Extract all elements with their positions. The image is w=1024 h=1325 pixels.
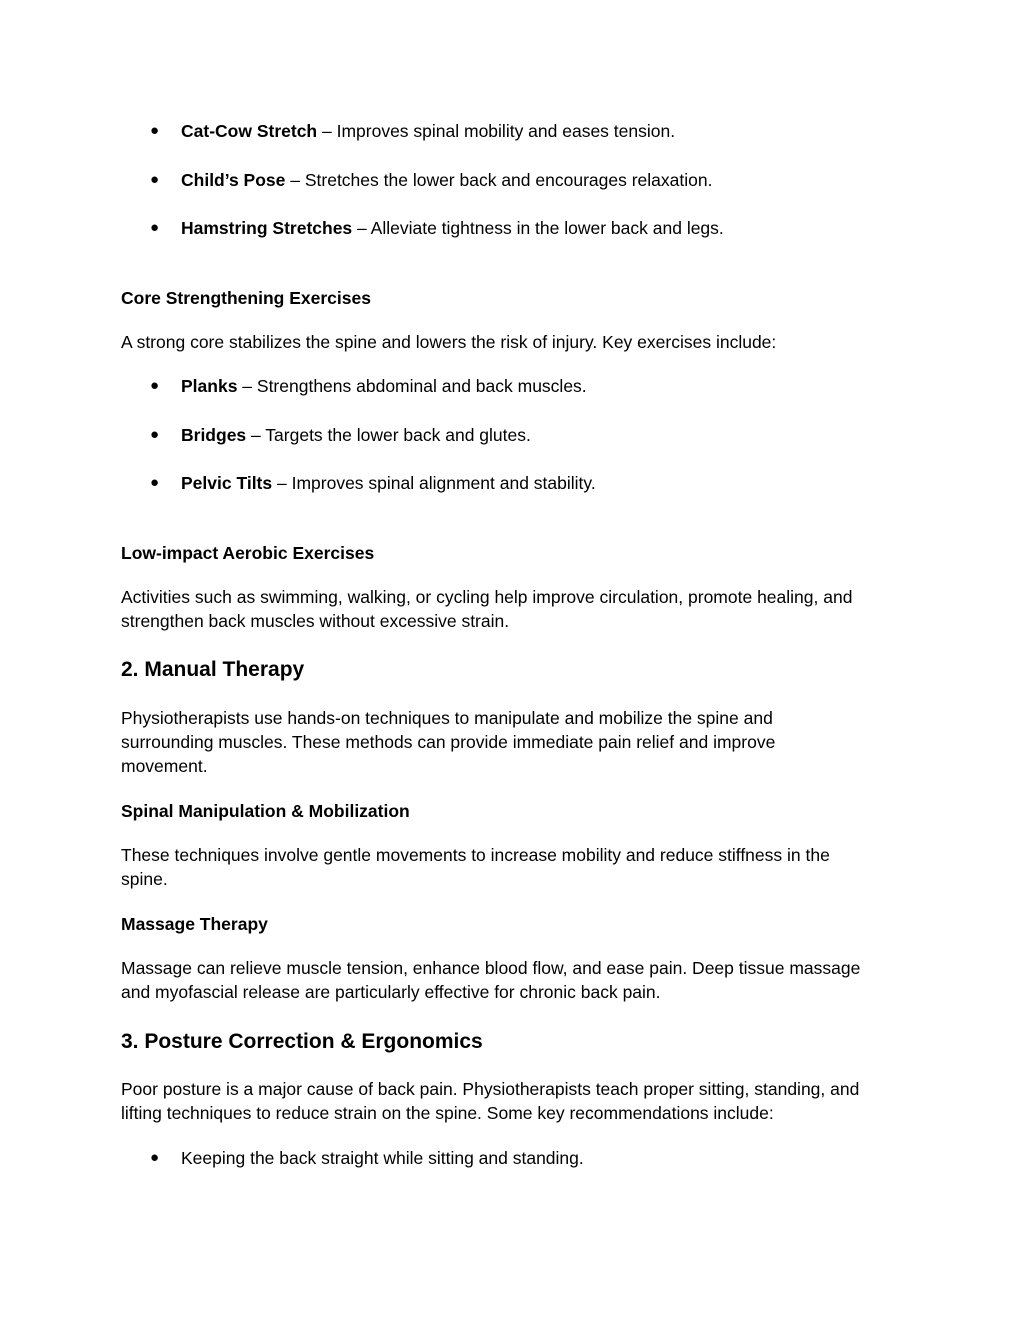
exercise-description: – Alleviate tightness in the lower back and legs. [352, 218, 724, 238]
list-item [0, 1146, 1024, 1170]
paragraph-aerobic-line-1: Activities such as swimming, walking, or cycling help improve circulation, promote healing, and [121, 587, 853, 607]
exercise-name: Bridges [181, 425, 247, 445]
section-subheading-massage: Massage Therapy [121, 914, 268, 934]
bullet-icon: ● [150, 474, 160, 491]
exercise-description: – Strengthens abdominal and back muscles. [237, 376, 587, 396]
paragraph-posture-line-1: Poor posture is a major cause of back pain. Physiotherapists teach proper sitting, standing, and [121, 1079, 860, 1099]
list-item-text [181, 471, 596, 495]
list-item [0, 471, 1024, 495]
paragraph-posture-line-2: lifting techniques to reduce strain on the spine. Some key recommendations include: [121, 1103, 774, 1123]
list-item-text [181, 216, 724, 240]
exercise-description: – Improves spinal mobility and eases tension. [317, 121, 676, 141]
list-item [0, 168, 1024, 192]
exercise-name: Planks [181, 376, 238, 396]
section-subheading-spinal: Spinal Manipulation & Mobilization [121, 801, 410, 821]
paragraph-core-intro: A strong core stabilizes the spine and lowers the risk of injury. Key exercises include: [121, 332, 777, 352]
bullet-icon: ● [150, 219, 160, 236]
exercise-name: Pelvic Tilts [181, 473, 273, 493]
paragraph-spinal-line-2: spine. [121, 869, 168, 889]
section-heading-manual-therapy: 2. Manual Therapy [121, 658, 305, 681]
section-subheading-core: Core Strengthening Exercises [121, 288, 371, 308]
paragraph-massage-line-2: and myofascial release are particularly effective for chronic back pain. [121, 982, 661, 1002]
list-item-text [181, 119, 675, 143]
exercise-name: Child’s Pose [181, 170, 286, 190]
paragraph-spinal-line-1: These techniques involve gentle movements to increase mobility and reduce stiffness in the [121, 845, 830, 865]
list-item-text [181, 423, 531, 447]
list-item [0, 119, 1024, 143]
exercise-description: – Improves spinal alignment and stability. [272, 473, 596, 493]
section-heading-posture: 3. Posture Correction & Ergonomics [121, 1030, 483, 1053]
exercise-name: Hamstring Stretches [181, 218, 353, 238]
exercise-description: – Stretches the lower back and encourages relaxation. [285, 170, 713, 190]
exercise-description: – Targets the lower back and glutes. [246, 425, 531, 445]
paragraph-manual-line-2: surrounding muscles. These methods can provide immediate pain relief and improve [121, 732, 776, 752]
bullet-icon: ● [150, 426, 160, 443]
list-item-text [181, 374, 587, 398]
list-item [0, 374, 1024, 398]
paragraph-manual-line-3: movement. [121, 756, 208, 776]
bullet-icon: ● [150, 171, 160, 188]
list-item-text: Keeping the back straight while sitting and standing. [181, 1148, 584, 1168]
paragraph-massage-line-1: Massage can relieve muscle tension, enhance blood flow, and ease pain. Deep tissue massage [121, 958, 861, 978]
paragraph-manual-line-1: Physiotherapists use hands-on techniques to manipulate and mobilize the spine and [121, 708, 773, 728]
exercise-name: Cat-Cow Stretch [181, 121, 318, 141]
list-item [0, 216, 1024, 240]
list-item [0, 423, 1024, 447]
bullet-icon: ● [150, 377, 160, 394]
list-item-text [181, 168, 712, 192]
bullet-icon: ● [150, 122, 160, 139]
paragraph-aerobic-line-2: strengthen back muscles without excessive strain. [121, 611, 510, 631]
section-subheading-aerobic: Low-impact Aerobic Exercises [121, 543, 375, 563]
bullet-icon: ● [150, 1149, 160, 1166]
